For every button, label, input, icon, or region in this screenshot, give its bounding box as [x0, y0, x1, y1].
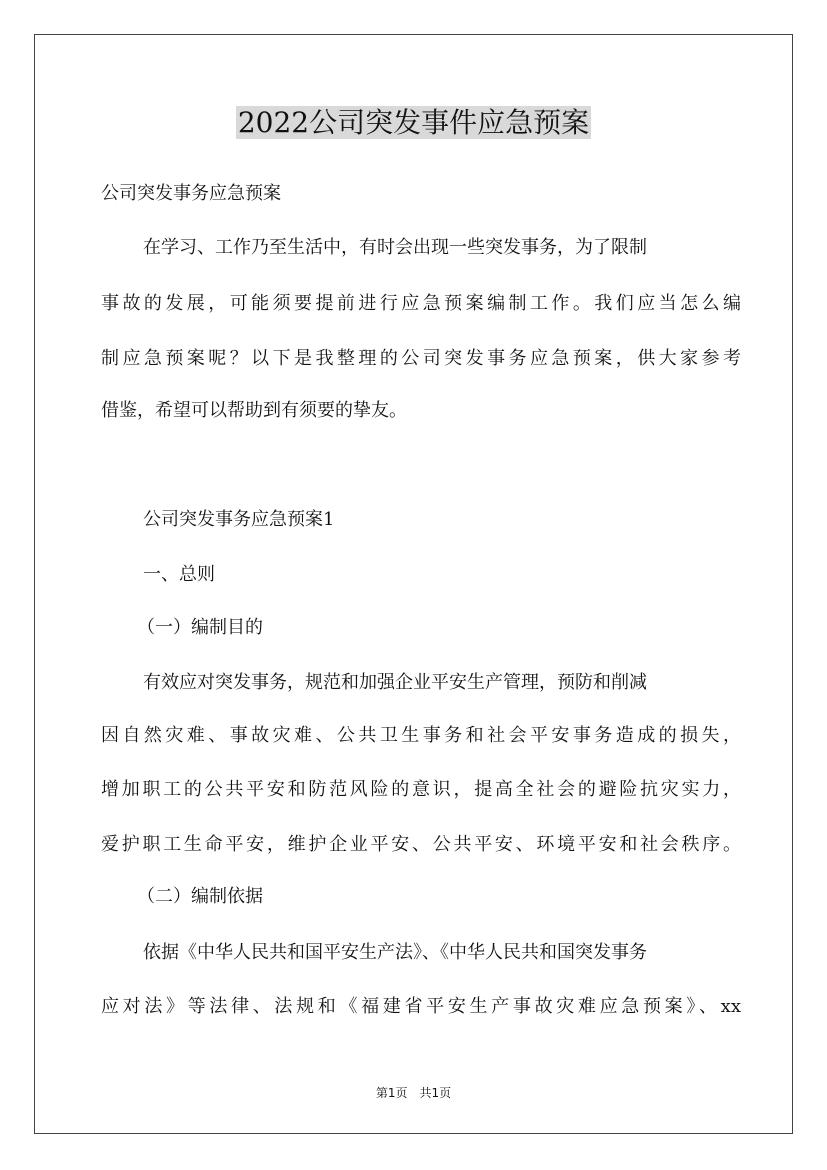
purpose-line: 爱护职工生命平安，维护企业平安、公共平安、环境平安和社会秩序。 — [101, 834, 741, 855]
document-title: 2022公司突发事件应急预案 — [237, 106, 590, 139]
intro-line: 制应急预案呢？以下是我整理的公司突发事务应急预案，供大家参考 — [101, 348, 741, 369]
purpose-line: 因自然灾难、事故灾难、公共卫生事务和社会平安事务造成的损失， — [101, 725, 741, 746]
section-title: 公司突发事务应急预案1 — [143, 509, 335, 530]
purpose-line: 增加职工的公共平安和防范风险的意识，提高全社会的避险抗灾实力， — [101, 779, 741, 800]
purpose-line: 有效应对突发事务，规范和加强企业平安生产管理，预防和削减 — [143, 672, 647, 693]
heading-general: 一、总则 — [143, 564, 215, 585]
intro-line: 在学习、工作乃至生活中，有时会出现一些突发事务，为了限制 — [143, 237, 647, 258]
page-number: 第1页 共1页 — [375, 1086, 452, 1100]
intro-line: 借鉴，希望可以帮助到有须要的挚友。 — [101, 400, 407, 421]
subheading-purpose: （一）编制目的 — [137, 617, 263, 638]
basis-line: 依据《中华人民共和国平安生产法》、《中华人民共和国突发事务 — [143, 942, 647, 963]
document-subtitle: 公司突发事务应急预案 — [101, 183, 281, 204]
intro-line: 事故的发展，可能须要提前进行应急预案编制工作。我们应当怎么编 — [101, 293, 741, 314]
basis-line: 应对法》等法律、法规和《福建省平安生产事故灾难应急预案》、xx — [101, 996, 741, 1017]
subheading-basis: （二）编制依据 — [137, 886, 263, 907]
